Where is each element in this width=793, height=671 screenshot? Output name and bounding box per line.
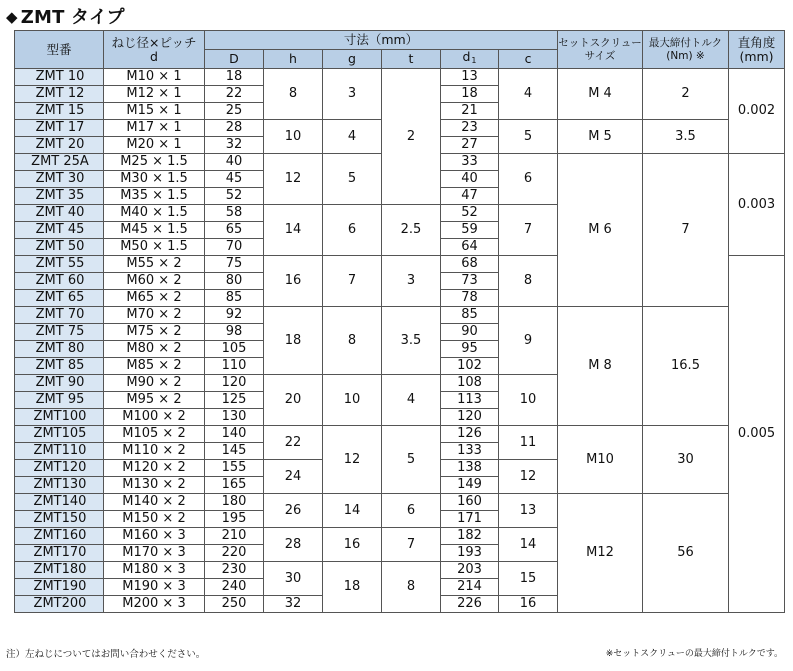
- header-screw: [558, 31, 643, 69]
- torque-cell: 3.5: [643, 120, 729, 154]
- D-cell: 92: [205, 307, 264, 324]
- c-cell: 10: [499, 375, 558, 426]
- g-cell: 4: [323, 120, 382, 154]
- model-cell: ZMT 75: [15, 324, 104, 341]
- D-cell: 165: [205, 477, 264, 494]
- g-cell: 3: [323, 69, 382, 120]
- h-cell: 26: [264, 494, 323, 528]
- thread-cell: M55 × 2: [104, 256, 205, 273]
- d1-cell: 64: [441, 239, 499, 256]
- header-c: c: [499, 50, 558, 69]
- D-cell: 40: [205, 154, 264, 171]
- thread-cell: M150 × 2: [104, 511, 205, 528]
- h-cell: 16: [264, 256, 323, 307]
- D-cell: 65: [205, 222, 264, 239]
- D-cell: 28: [205, 120, 264, 137]
- D-cell: 140: [205, 426, 264, 443]
- d1-cell: 23: [441, 120, 499, 137]
- h-cell: 12: [264, 154, 323, 205]
- g-cell: 18: [323, 562, 382, 613]
- d1-cell: 40: [441, 171, 499, 188]
- h-cell: 18: [264, 307, 323, 375]
- model-cell: ZMT 95: [15, 392, 104, 409]
- D-cell: 240: [205, 579, 264, 596]
- thread-cell: M75 × 2: [104, 324, 205, 341]
- d1-cell: 133: [441, 443, 499, 460]
- g-cell: 8: [323, 307, 382, 375]
- thread-cell: M100 × 2: [104, 409, 205, 426]
- h-cell: 22: [264, 426, 323, 460]
- model-cell: ZMT140: [15, 494, 104, 511]
- torque-cell: 16.5: [643, 307, 729, 426]
- thread-cell: M160 × 3: [104, 528, 205, 545]
- header-thread: [104, 31, 205, 69]
- torque-cell: 56: [643, 494, 729, 613]
- D-cell: 75: [205, 256, 264, 273]
- thread-cell: M50 × 1.5: [104, 239, 205, 256]
- thread-cell: M40 × 1.5: [104, 205, 205, 222]
- d1-cell: 138: [441, 460, 499, 477]
- thread-cell: M10 × 1: [104, 69, 205, 86]
- d1-cell: 13: [441, 69, 499, 86]
- D-cell: 220: [205, 545, 264, 562]
- thread-cell: M110 × 2: [104, 443, 205, 460]
- d1-cell: 52: [441, 205, 499, 222]
- d1-cell: 171: [441, 511, 499, 528]
- d1-cell: 59: [441, 222, 499, 239]
- d1-cell: 95: [441, 341, 499, 358]
- d1-cell: 47: [441, 188, 499, 205]
- thread-cell: M12 × 1: [104, 86, 205, 103]
- header-row-1: [15, 31, 785, 50]
- thread-cell: M190 × 3: [104, 579, 205, 596]
- header-screw-bottom: サイズ: [584, 49, 616, 62]
- c-cell: 4: [499, 69, 558, 120]
- header-g: g: [323, 50, 382, 69]
- D-cell: 98: [205, 324, 264, 341]
- thread-cell: M180 × 3: [104, 562, 205, 579]
- thread-cell: M35 × 1.5: [104, 188, 205, 205]
- thread-cell: M60 × 2: [104, 273, 205, 290]
- c-cell: 8: [499, 256, 558, 307]
- thread-cell: M105 × 2: [104, 426, 205, 443]
- footer-note-left: 注）左ねじについてはお問い合わせください。: [6, 649, 206, 660]
- D-cell: 32: [205, 137, 264, 154]
- d1-cell: 113: [441, 392, 499, 409]
- d1-cell: 33: [441, 154, 499, 171]
- g-cell: 6: [323, 205, 382, 256]
- model-cell: ZMT150: [15, 511, 104, 528]
- model-cell: ZMT 85: [15, 358, 104, 375]
- header-perp-bottom: (mm): [739, 48, 774, 64]
- t-cell: 4: [382, 375, 441, 426]
- D-cell: 18: [205, 69, 264, 86]
- thread-cell: M15 × 1: [104, 103, 205, 120]
- screw-size-cell: M 4: [558, 69, 643, 120]
- d1-cell: 27: [441, 137, 499, 154]
- header-thread-top: ねじ径×ピッチ: [111, 34, 197, 50]
- model-cell: ZMT 10: [15, 69, 104, 86]
- model-cell: ZMT 20: [15, 137, 104, 154]
- model-cell: ZMT100: [15, 409, 104, 426]
- model-cell: ZMT 60: [15, 273, 104, 290]
- thread-cell: M90 × 2: [104, 375, 205, 392]
- model-cell: ZMT 45: [15, 222, 104, 239]
- d1-cell: 102: [441, 358, 499, 375]
- header-h: h: [264, 50, 323, 69]
- d1-cell: 193: [441, 545, 499, 562]
- diamond-icon: ◆: [6, 8, 18, 26]
- thread-cell: M85 × 2: [104, 358, 205, 375]
- header-torque-top: 最大締付トルク: [648, 36, 723, 49]
- h-cell: 28: [264, 528, 323, 562]
- h-cell: 30: [264, 562, 323, 596]
- thread-cell: M80 × 2: [104, 341, 205, 358]
- model-cell: ZMT105: [15, 426, 104, 443]
- h-cell: 32: [264, 596, 323, 613]
- model-cell: ZMT 50: [15, 239, 104, 256]
- perpendicularity-cell: 0.003: [729, 154, 785, 256]
- thread-cell: M70 × 2: [104, 307, 205, 324]
- h-cell: 14: [264, 205, 323, 256]
- thread-cell: M200 × 3: [104, 596, 205, 613]
- t-cell: 7: [382, 528, 441, 562]
- page-title: [6, 4, 125, 30]
- c-cell: 16: [499, 596, 558, 613]
- table-row: [15, 69, 785, 86]
- d1-cell: 18: [441, 86, 499, 103]
- header-t: t: [382, 50, 441, 69]
- g-cell: 7: [323, 256, 382, 307]
- thread-cell: M17 × 1: [104, 120, 205, 137]
- model-cell: ZMT 12: [15, 86, 104, 103]
- h-cell: 10: [264, 120, 323, 154]
- screw-size-cell: M 5: [558, 120, 643, 154]
- thread-cell: M140 × 2: [104, 494, 205, 511]
- model-cell: ZMT130: [15, 477, 104, 494]
- header-perpendicularity: [729, 31, 785, 69]
- header-perp-top: 直角度: [737, 34, 776, 50]
- model-cell: ZMT 35: [15, 188, 104, 205]
- D-cell: 250: [205, 596, 264, 613]
- g-cell: 12: [323, 426, 382, 494]
- model-cell: ZMT 65: [15, 290, 104, 307]
- d1-cell: 90: [441, 324, 499, 341]
- h-cell: 20: [264, 375, 323, 426]
- thread-cell: M95 × 2: [104, 392, 205, 409]
- D-cell: 25: [205, 103, 264, 120]
- screw-size-cell: M 6: [558, 154, 643, 307]
- thread-cell: M45 × 1.5: [104, 222, 205, 239]
- D-cell: 22: [205, 86, 264, 103]
- d1-cell: 160: [441, 494, 499, 511]
- D-cell: 80: [205, 273, 264, 290]
- header-torque: [643, 31, 729, 69]
- header-screw-top: セットスクリュー: [558, 36, 642, 49]
- c-cell: 15: [499, 562, 558, 596]
- D-cell: 58: [205, 205, 264, 222]
- header-d1: [441, 50, 499, 69]
- screw-size-cell: M12: [558, 494, 643, 613]
- title-text: ZMT タイプ: [20, 7, 125, 28]
- thread-cell: M65 × 2: [104, 290, 205, 307]
- c-cell: 13: [499, 494, 558, 528]
- D-cell: 105: [205, 341, 264, 358]
- d1-cell: 203: [441, 562, 499, 579]
- d1-cell: 149: [441, 477, 499, 494]
- t-cell: 8: [382, 562, 441, 613]
- d1-cell: 120: [441, 409, 499, 426]
- D-cell: 230: [205, 562, 264, 579]
- c-cell: 6: [499, 154, 558, 205]
- model-cell: ZMT 17: [15, 120, 104, 137]
- perpendicularity-cell: 0.005: [729, 256, 785, 613]
- t-cell: 3: [382, 256, 441, 307]
- table-row: [15, 307, 785, 324]
- g-cell: 10: [323, 375, 382, 426]
- model-cell: ZMT 30: [15, 171, 104, 188]
- D-cell: 45: [205, 171, 264, 188]
- c-cell: 9: [499, 307, 558, 375]
- d1-cell: 214: [441, 579, 499, 596]
- d1-cell: 182: [441, 528, 499, 545]
- model-cell: ZMT160: [15, 528, 104, 545]
- model-cell: ZMT190: [15, 579, 104, 596]
- header-d1-main: d: [462, 49, 471, 64]
- table-row: [15, 494, 785, 511]
- footer-note-right: ※セットスクリューの最大締付トルクです。: [605, 649, 783, 659]
- d1-cell: 21: [441, 103, 499, 120]
- thread-cell: M20 × 1: [104, 137, 205, 154]
- thread-cell: M170 × 3: [104, 545, 205, 562]
- D-cell: 120: [205, 375, 264, 392]
- header-D: D: [205, 50, 264, 69]
- t-cell: 2: [382, 69, 441, 205]
- d1-cell: 73: [441, 273, 499, 290]
- model-cell: ZMT180: [15, 562, 104, 579]
- c-cell: 12: [499, 460, 558, 494]
- header-torque-bottom: (Nm) ※: [666, 49, 705, 62]
- d1-cell: 85: [441, 307, 499, 324]
- D-cell: 52: [205, 188, 264, 205]
- perpendicularity-cell: 0.002: [729, 69, 785, 154]
- d1-cell: 78: [441, 290, 499, 307]
- d1-cell: 108: [441, 375, 499, 392]
- D-cell: 130: [205, 409, 264, 426]
- model-cell: ZMT 80: [15, 341, 104, 358]
- model-cell: ZMT 15: [15, 103, 104, 120]
- model-cell: ZMT 25A: [15, 154, 104, 171]
- model-cell: ZMT170: [15, 545, 104, 562]
- thread-cell: M30 × 1.5: [104, 171, 205, 188]
- t-cell: 3.5: [382, 307, 441, 375]
- t-cell: 2.5: [382, 205, 441, 256]
- D-cell: 155: [205, 460, 264, 477]
- screw-size-cell: M 8: [558, 307, 643, 426]
- c-cell: 11: [499, 426, 558, 460]
- torque-cell: 30: [643, 426, 729, 494]
- thread-cell: M25 × 1.5: [104, 154, 205, 171]
- g-cell: 5: [323, 154, 382, 205]
- header-dimensions: 寸法（mm）: [205, 31, 558, 50]
- g-cell: 14: [323, 494, 382, 528]
- D-cell: 70: [205, 239, 264, 256]
- d1-cell: 68: [441, 256, 499, 273]
- g-cell: 16: [323, 528, 382, 562]
- c-cell: 5: [499, 120, 558, 154]
- torque-cell: 7: [643, 154, 729, 307]
- D-cell: 180: [205, 494, 264, 511]
- D-cell: 195: [205, 511, 264, 528]
- h-cell: 24: [264, 460, 323, 494]
- spec-table: [14, 30, 785, 613]
- D-cell: 210: [205, 528, 264, 545]
- header-d1-sub: 1: [471, 56, 477, 65]
- h-cell: 8: [264, 69, 323, 120]
- D-cell: 110: [205, 358, 264, 375]
- model-cell: ZMT 55: [15, 256, 104, 273]
- model-cell: ZMT 40: [15, 205, 104, 222]
- model-cell: ZMT120: [15, 460, 104, 477]
- header-model: 型番: [15, 31, 104, 69]
- model-cell: ZMT 70: [15, 307, 104, 324]
- D-cell: 85: [205, 290, 264, 307]
- model-cell: ZMT200: [15, 596, 104, 613]
- torque-cell: 2: [643, 69, 729, 120]
- header-thread-bottom: d: [150, 48, 158, 64]
- thread-cell: M130 × 2: [104, 477, 205, 494]
- d1-cell: 126: [441, 426, 499, 443]
- t-cell: 5: [382, 426, 441, 494]
- D-cell: 145: [205, 443, 264, 460]
- table-row: [15, 426, 785, 443]
- c-cell: 14: [499, 528, 558, 562]
- model-cell: ZMT110: [15, 443, 104, 460]
- D-cell: 125: [205, 392, 264, 409]
- thread-cell: M120 × 2: [104, 460, 205, 477]
- d1-cell: 226: [441, 596, 499, 613]
- model-cell: ZMT 90: [15, 375, 104, 392]
- c-cell: 7: [499, 205, 558, 256]
- t-cell: 6: [382, 494, 441, 528]
- screw-size-cell: M10: [558, 426, 643, 494]
